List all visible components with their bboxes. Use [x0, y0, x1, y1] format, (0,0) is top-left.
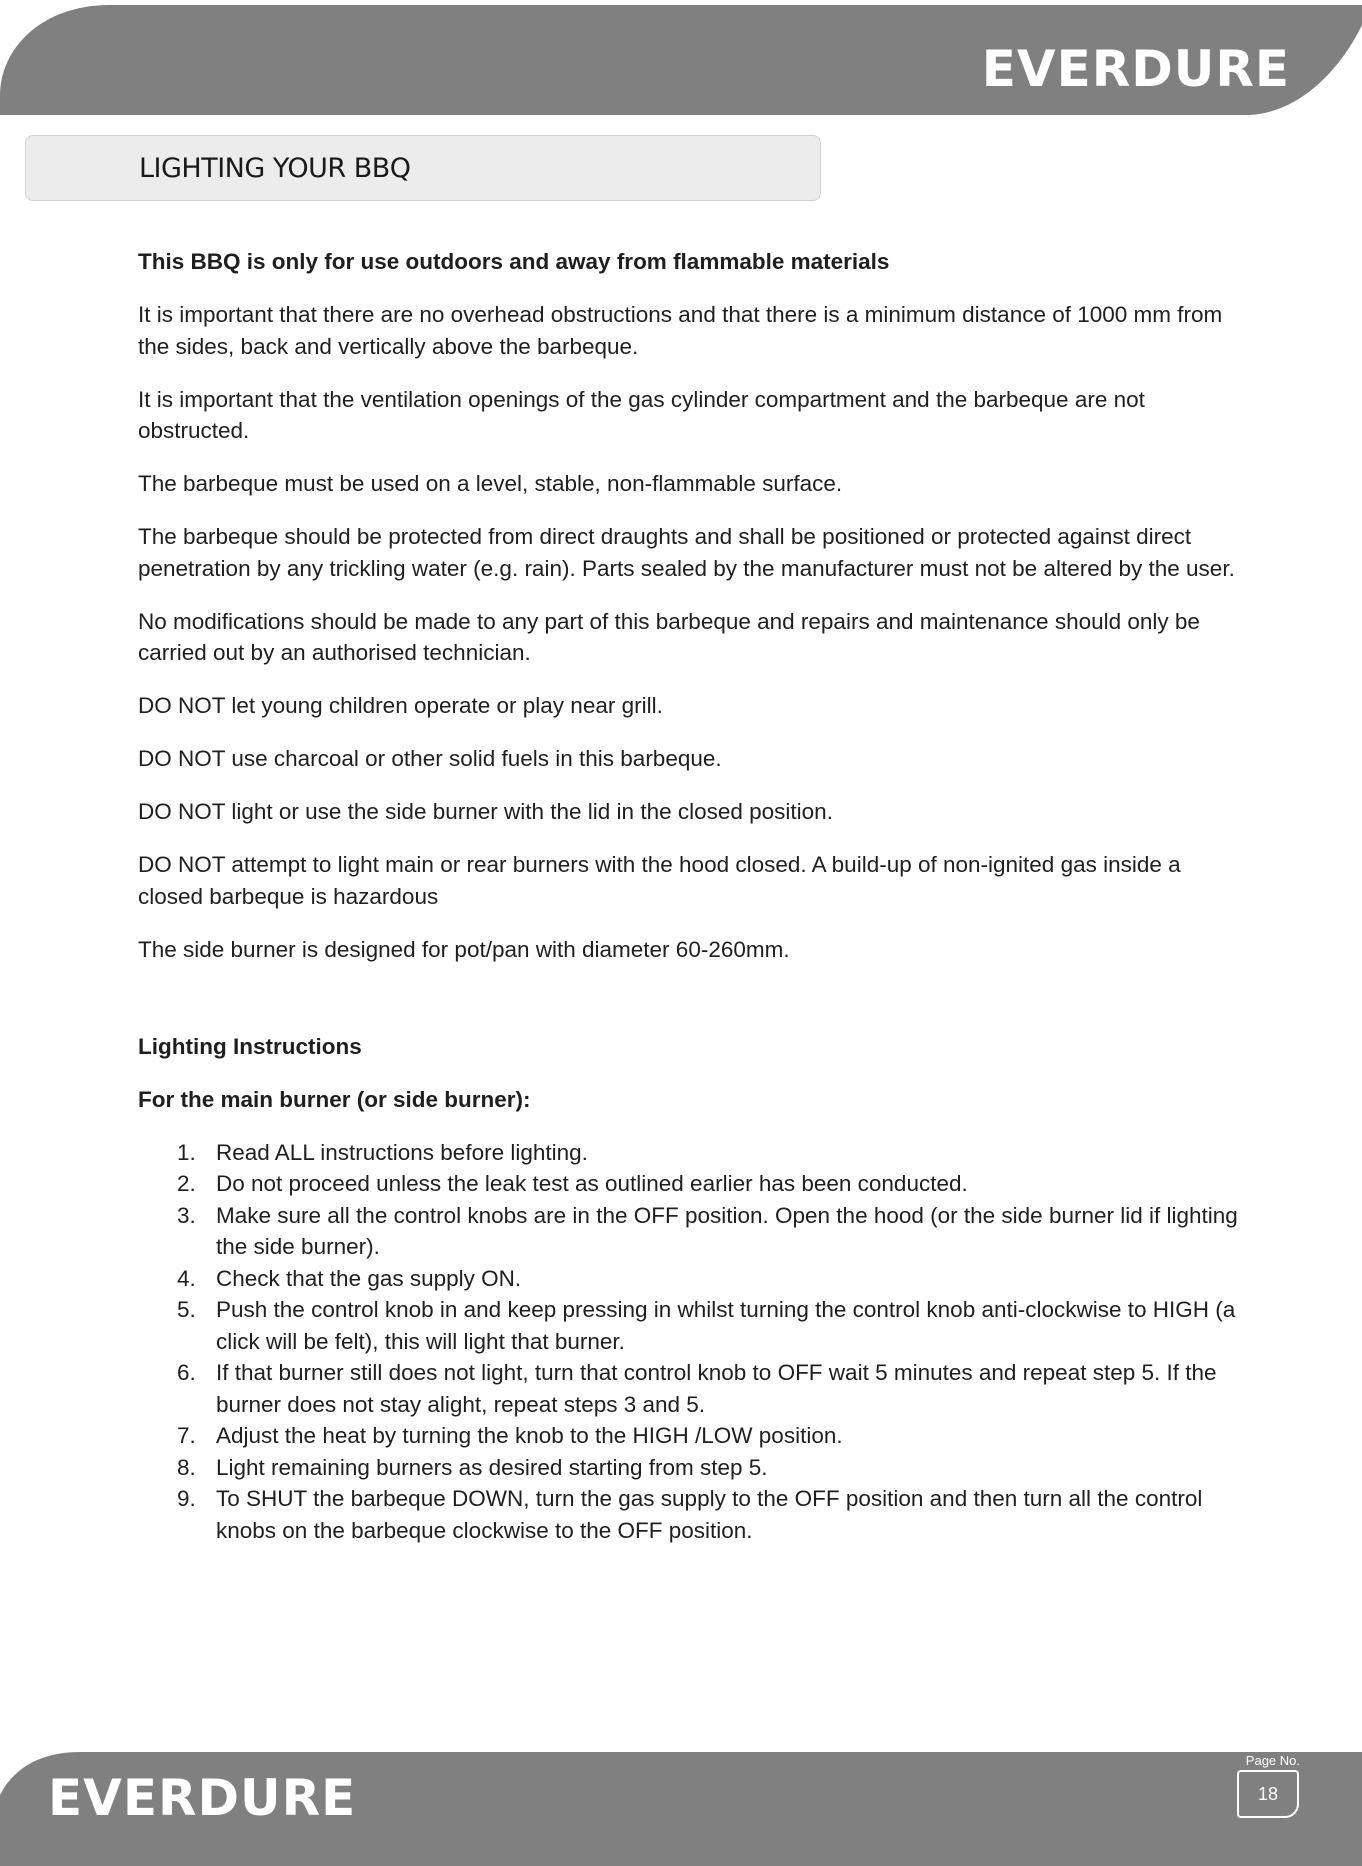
step-number: 4. — [177, 1265, 196, 1291]
paragraph-hood-closed: DO NOT attempt to light main or rear burners with the hood closed. A build-up of non-ignited gas inside a closed barbeque is hazardous — [138, 852, 1181, 909]
step-text: Push the control knob in and keep pressing in whilst turning the control knob anti-clockwise to HIGH (a click will be felt), this will light that burner. — [216, 1297, 1236, 1354]
paragraph-surface: The barbeque must be used on a level, stable, non-flammable surface. — [138, 471, 843, 496]
step-text: Read ALL instructions before lighting. — [216, 1139, 588, 1165]
step-text: Do not proceed unless the leak test as outlined earlier has been conducted. — [216, 1171, 968, 1196]
warning-heading: This BBQ is only for use outdoors and away from flammable materials — [138, 249, 890, 274]
instructions-subheading: For the main burner (or side burner): — [138, 1086, 531, 1112]
step-number: 3. — [177, 1202, 196, 1228]
section-title-box — [25, 135, 821, 201]
list-item — [138, 1200, 1238, 1263]
list-item — [138, 1137, 1238, 1169]
paragraph-children: DO NOT let young children operate or play near grill. — [138, 693, 663, 718]
step-number: 7. — [177, 1423, 196, 1448]
step-text: Adjust the heat by turning the knob to the HIGH /LOW position. — [216, 1423, 843, 1448]
page-number-label: Page No. — [1245, 1753, 1300, 1768]
paragraph-draughts: The barbeque should be protected from direct draughts and shall be positioned or protected against direct penetration by any trickling water (e.g. rain). Parts sealed by the manufacturer must not be altered by the user. — [138, 524, 1235, 581]
brand-logo: EVERDURE — [981, 40, 1290, 98]
step-text: To SHUT the barbeque DOWN, turn the gas supply to the OFF position and then turn all the control knobs on the barbeque clockwise to the OFF position. — [216, 1486, 1203, 1543]
paragraph-modifications: No modifications should be made to any part of this barbeque and repairs and maintenance should only be carried out by an authorised technician. — [138, 608, 1200, 665]
step-number: 9. — [177, 1486, 196, 1511]
step-text: Check that the gas supply ON. — [216, 1265, 522, 1291]
paragraph-clearance: It is important that there are no overhead obstructions and that there is a minimum distance of 1000 mm from the sides, back and vertically above the barbeque. — [138, 302, 1223, 359]
step-text: Light remaining burners as desired starting from step 5. — [216, 1454, 768, 1480]
step-number: 8. — [177, 1454, 196, 1480]
list-item — [138, 1294, 1238, 1357]
step-number: 2. — [177, 1171, 196, 1196]
step-number: 5. — [177, 1297, 196, 1322]
footer-brand-logo: EVERDURE — [48, 1769, 357, 1827]
step-number: 6. — [177, 1360, 196, 1385]
list-item — [138, 1420, 1238, 1452]
list-item — [138, 1452, 1238, 1484]
paragraph-ventilation: It is important that the ventilation openings of the gas cylinder compartment and the barbeque are not obstructed. — [138, 386, 1145, 443]
step-text: If that burner still does not light, turn that control knob to OFF wait 5 minutes and repeat step 5. If the burner does not stay alight, repeat steps 3 and 5. — [216, 1360, 1217, 1417]
list-item — [138, 1483, 1238, 1546]
instructions-heading: Lighting Instructions — [138, 1033, 362, 1059]
main-content — [138, 246, 1238, 1546]
paragraph-charcoal: DO NOT use charcoal or other solid fuels in this barbeque. — [138, 746, 722, 771]
step-text: Make sure all the control knobs are in the OFF position. Open the hood (or the side burner lid if lighting the side burner). — [216, 1202, 1238, 1259]
steps-list — [138, 1137, 1238, 1547]
list-item — [138, 1168, 1238, 1200]
spacer — [138, 987, 1238, 1031]
list-item — [138, 1263, 1238, 1295]
section-title: LIGHTING YOUR BBQ — [139, 153, 411, 184]
paragraph-side-burner-lid: DO NOT light or use the side burner with the lid in the closed position. — [138, 799, 833, 824]
list-item — [138, 1357, 1238, 1420]
page-number: 18 — [1237, 1770, 1299, 1818]
paragraph-pot-diameter: The side burner is designed for pot/pan with diameter 60-260mm. — [138, 936, 790, 962]
header-band — [0, 0, 1362, 115]
step-number: 1. — [177, 1139, 196, 1165]
